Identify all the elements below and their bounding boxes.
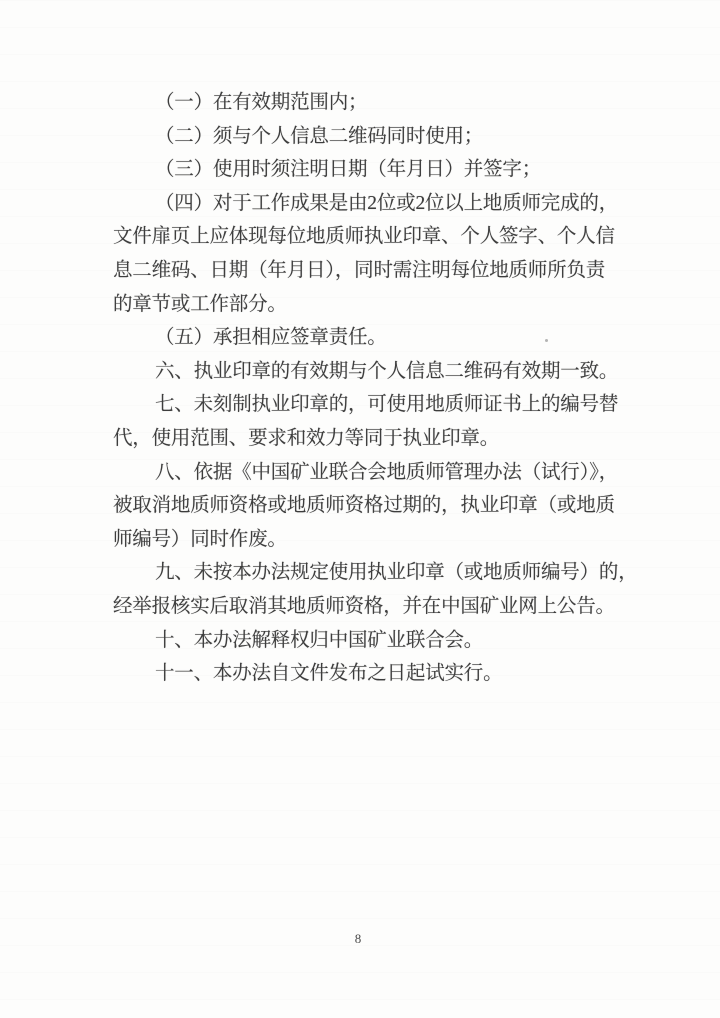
document-line: （五）承担相应签章责任。 <box>155 327 387 349</box>
scan-speck <box>545 339 548 342</box>
document-line: （三）使用时须注明日期（年月日）并签字； <box>155 159 542 181</box>
document-line: 八、依据《中国矿业联合会地质师管理办法（试行）》， <box>155 461 619 483</box>
document-line: 的章节或工作部分。 <box>113 293 287 315</box>
document-line: 十、本办法解释权归中国矿业联合会。 <box>155 629 484 651</box>
document-line: （一）在有效期范围内； <box>155 92 368 113</box>
document-line: 九、未按本办法规定使用执业印章（或地质师编号）的， <box>155 562 638 584</box>
document-line: 十一、本办法自文件发布之日起试实行。 <box>155 663 503 685</box>
document-line: 七、未刻制执业印章的，可使用地质师证书上的编号替 <box>155 394 619 416</box>
document-line: 息二维码、日期（年月日），同时需注明每位地质师所负责 <box>113 259 606 281</box>
document-line: 代，使用范围、要求和效力等同于执业印章。 <box>113 427 500 449</box>
document-line: 被取消地质师资格或地质师资格过期的，执业印章（或地质 <box>113 495 615 517</box>
page-number: 8 <box>354 931 362 946</box>
document-line: （二）须与个人信息二维码同时使用； <box>155 125 484 147</box>
document-line: （四）对于工作成果是由2位或2位以上地质师完成的， <box>155 192 619 214</box>
document-line: 文件扉页上应体现每位地质师执业印章、个人签字、个人信 <box>113 226 615 248</box>
document-line: 经举报核实后取消其地质师资格，并在中国矿业网上公告。 <box>113 595 615 617</box>
document-body <box>113 86 638 691</box>
document-line: 师编号）同时作废。 <box>113 528 287 550</box>
document-line: 六、执业印章的有效期与个人信息二维码有效期一致。 <box>155 360 619 382</box>
